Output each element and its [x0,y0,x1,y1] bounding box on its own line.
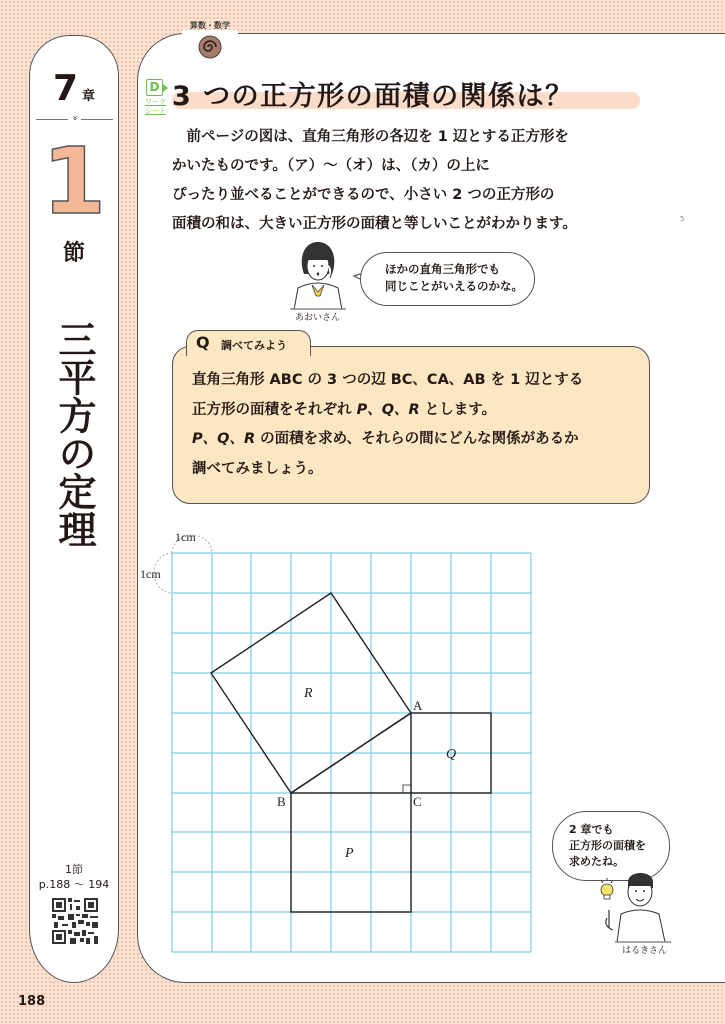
aoi-speech-bubble: ほかの直角三角形でも 同じことがいえるのかな。 [360,252,535,306]
question-label: 調べてみよう [221,339,287,352]
svg-text:R: R [304,686,313,701]
section-label: 節 [62,241,85,266]
haruki-speech-bubble: 2 章でも 正方形の面積を 求めたね。 [552,811,670,881]
worksheet-icon: D [146,79,163,96]
chapter-label: 章 [82,89,96,104]
intro-paragraph: 前ページの図は、直角三角形の各辺を 1 辺とする正方形を かいたものです。（ア）～（オ）は、（カ）の上に ぴったり並べることができるので、小さい 2 つの正方形の 面積の和は、大きい正方形の面積と等しいことがわかります。 [172,129,577,232]
svg-text:1cm: 1cm [175,530,196,544]
aoi-name-label: あおいさん [295,313,341,323]
chapter-number: 7 [52,68,79,109]
lightbulb-icon [601,878,613,899]
chapter-sidebar [29,35,119,983]
spiral-icon [199,36,221,58]
section-number: 1 [41,128,106,235]
svg-text:算数・数学: 算数・数学 [190,21,230,30]
haruki-name-label: はるきさん [622,946,668,956]
divider [36,114,113,126]
haruki-character-illustration [595,868,675,943]
svg-text:Q: Q [446,747,457,762]
aoi-character-illustration [290,238,346,310]
qr-code-icon[interactable] [52,898,98,944]
svg-text:A: A [413,698,423,713]
double-chevron-down-icon: » [69,115,80,121]
svg-text:1cm: 1cm [140,567,161,581]
worksheet-link[interactable] [146,79,170,119]
section-range: 1節 p.188 ～ 194 [38,863,110,891]
line-number-marker: 5 [680,215,685,223]
page-title: 3 つの正方形の面積の関係は？ [172,81,574,112]
svg-text:C: C [413,794,422,809]
subject-badge [180,14,240,60]
section-title: 三平方の定理 [52,320,96,548]
svg-text:B: B [277,794,286,809]
svg-text:P: P [345,846,354,861]
pythagorean-grid-figure [130,520,550,960]
worksheet-label: ワーク シート [145,98,166,115]
page-number: 188 [18,994,46,1009]
question-text: 直角三角形 ABC の 3 つの辺 BC、CA、AB を 1 辺とする 正方形の面積をそれぞれ P、Q、R とします。 P、Q、R の面積を求め、それらの間にどんな関係があるか 調べてみましょう。 [192,372,584,477]
question-badge: Q [196,333,210,352]
